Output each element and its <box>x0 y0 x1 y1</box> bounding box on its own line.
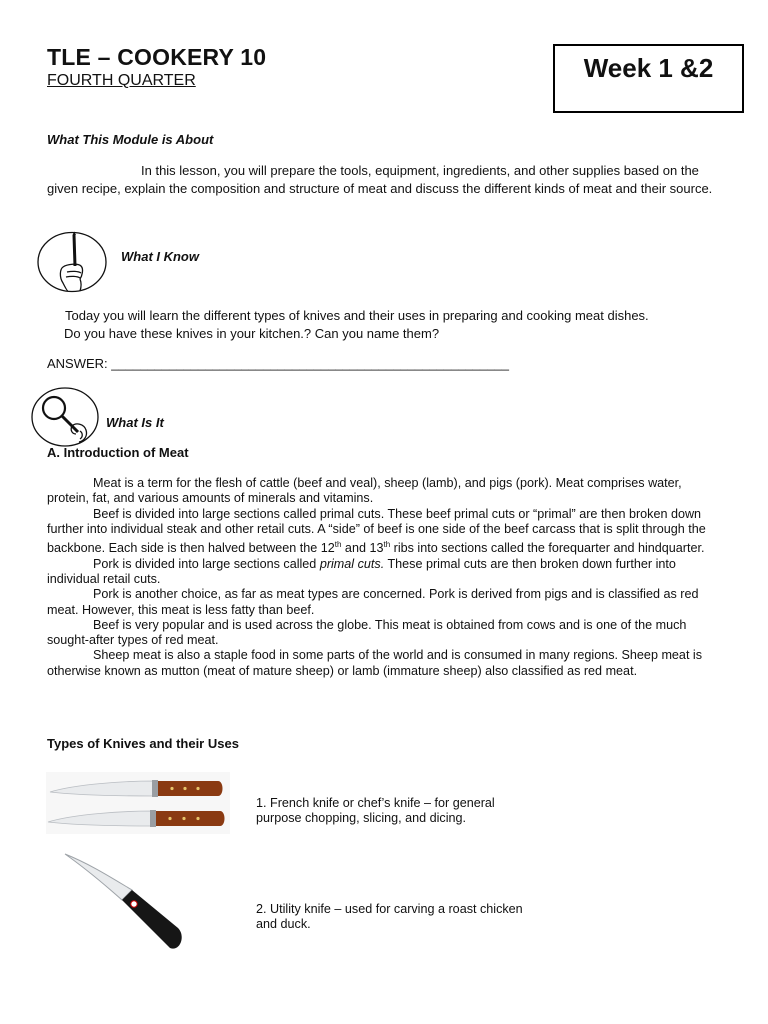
meat-paragraph-1: Meat is a term for the flesh of cattle (beef and veal), sheep (lamb), and pigs (pork). Meat comprises water, protein, fat, and various amounts of minerals and vitamins. <box>47 476 682 506</box>
meat-paragraph-5: Beef is very popular and is used across the globe. This meat is obtained from cows and is one of the much sought-after types of red meat. <box>47 617 687 648</box>
utility-knife-image <box>62 852 186 961</box>
meat-paragraph-6: Sheep meat is also a staple food in some parts of the world and is consumed in many regions. Sheep meat is otherwise known as mutton (meat of mature sheep) or lamb (immature sheep) also classified as red meat. <box>47 648 703 678</box>
hand-with-magnifier-icon <box>30 386 102 453</box>
section-a-heading: A. Introduction of Meat <box>47 445 189 460</box>
meat-intro-text <box>47 476 723 679</box>
answer-label: ANSWER: <box>47 356 112 371</box>
what-is-it-heading: What Is It <box>106 415 164 430</box>
module-about-text: In this lesson, you will prepare the tools, equipment, ingredients, and other supplies based on the given recipe, explain the composition and structure of meat and discuss the different kinds of meat and their source. <box>47 163 713 196</box>
answer-line[interactable] <box>47 355 509 373</box>
knives-heading: Types of Knives and their Uses <box>47 736 239 751</box>
answer-blank[interactable]: _______________________________________________________ <box>111 356 509 371</box>
chef-knife-image <box>46 772 230 839</box>
knife-item-2: 2. Utility knife – used for carving a roast chicken and duck. <box>256 902 523 932</box>
what-i-know-heading: What I Know <box>121 249 199 264</box>
meat-paragraph-4: Pork is another choice, as far as meat types are concerned. Pork is derived from pigs and is classified as red meat. However, this meat is less fatty than beef. <box>47 587 699 617</box>
module-about-heading: What This Module is About <box>47 132 214 147</box>
document-title: TLE – COOKERY 10 <box>47 44 267 70</box>
what-i-know-line-2: Do you have these knives in your kitchen.? Can you name them? <box>64 326 440 341</box>
quarter-label: FOURTH QUARTER <box>47 72 196 89</box>
knife-item-1: 1. French knife or chef’s knife – for general purpose chopping, slicing, and dicing. <box>256 796 495 826</box>
week-label: Week 1 &2 <box>583 53 714 83</box>
week-box <box>553 44 744 113</box>
meat-paragraph-3: Pork is divided into large sections called primal cuts. These primal cuts are then broken down further into individual retail cuts. <box>47 556 676 586</box>
what-i-know-line-1: Today you will learn the different types of knives and their uses in preparing and cooking meat dishes. <box>65 308 649 323</box>
hand-with-pencil-icon <box>36 231 108 298</box>
meat-paragraph-2: Beef is divided into large sections called primal cuts. These beef primal cuts or “primal” are then broken down further into individual steak and other retail cuts. A “side” of beef is one side of the beef carcass that is split through the backbone. Each side is then halved between the 12th and 13th ribs into sections called the forequarter and hindquarter. <box>47 506 706 556</box>
